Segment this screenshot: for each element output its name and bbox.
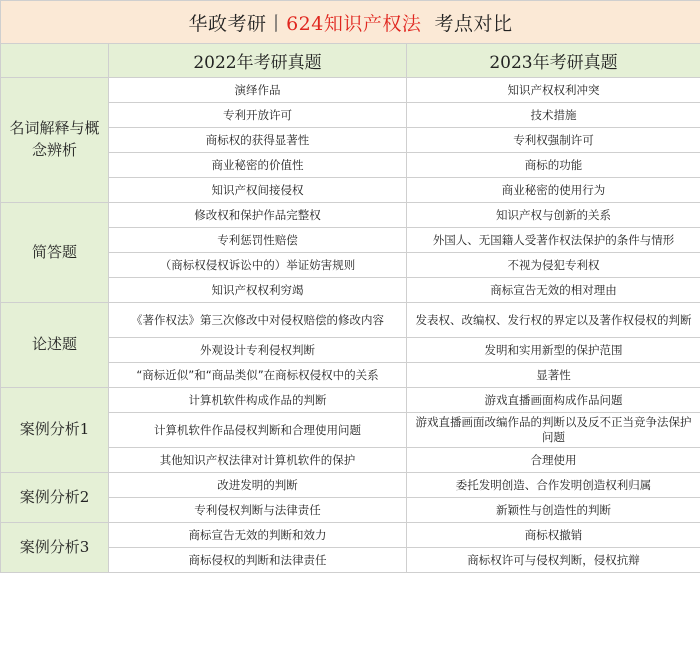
topic-2023: 发表权、改编权、发行权的界定以及著作权侵权的判断 <box>407 303 700 338</box>
topic-2023: 知识产权与创新的关系 <box>407 203 700 228</box>
category-cell: 论述题 <box>1 303 109 388</box>
topic-2022: 商标权的获得显著性 <box>109 128 407 153</box>
title-row <box>1 1 700 44</box>
topic-2022: 专利开放许可 <box>109 103 407 128</box>
topic-2023: 委托发明创造、合作发明创造权利归属 <box>407 473 700 498</box>
topic-2022: 计算机软件构成作品的判断 <box>109 388 407 413</box>
table-row <box>1 473 700 498</box>
topic-2022: 其他知识产权法律对计算机软件的保护 <box>109 448 407 473</box>
topic-2023: 商标的功能 <box>407 153 700 178</box>
topic-2022: 专利惩罚性赔偿 <box>109 228 407 253</box>
topic-2023: 游戏直播画面构成作品问题 <box>407 388 700 413</box>
header-2023: 2023年考研真题 <box>407 44 700 78</box>
topic-2022: 《著作权法》第三次修改中对侵权赔偿的修改内容 <box>109 303 407 338</box>
title-separator: 丨 <box>266 12 287 35</box>
table-row <box>1 303 700 338</box>
topic-2023: 专利权强制许可 <box>407 128 700 153</box>
topic-2023: 发明和实用新型的保护范围 <box>407 338 700 363</box>
topic-2023: 不视为侵犯专利权 <box>407 253 700 278</box>
topic-2022: （商标权侵权诉讼中的）举证妨害规则 <box>109 253 407 278</box>
topic-2023: 商标权撤销 <box>407 523 700 548</box>
category-cell: 案例分析3 <box>1 523 109 573</box>
table-row <box>1 203 700 228</box>
topic-2022: 知识产权权利穷竭 <box>109 278 407 303</box>
table-row <box>1 78 700 103</box>
topic-2023: 技术措施 <box>407 103 700 128</box>
topic-2022: “商标近似”和“商品类似”在商标权侵权中的关系 <box>109 363 407 388</box>
table-row <box>1 523 700 548</box>
topic-2022: 演绎作品 <box>109 78 407 103</box>
page-title <box>1 1 700 44</box>
topic-2023: 商业秘密的使用行为 <box>407 178 700 203</box>
header-2022: 2022年考研真题 <box>109 44 407 78</box>
topic-2022: 商标宣告无效的判断和效力 <box>109 523 407 548</box>
header-row <box>1 44 700 78</box>
title-highlight: 624知识产权法 <box>286 12 422 35</box>
topic-2023: 游戏直播画面改编作品的判断以及反不正当竞争法保护问题 <box>407 413 700 448</box>
topic-2023: 合理使用 <box>407 448 700 473</box>
topic-2022: 外观设计专利侵权判断 <box>109 338 407 363</box>
topic-2022: 计算机软件作品侵权判断和合理使用问题 <box>109 413 407 448</box>
category-cell: 案例分析1 <box>1 388 109 473</box>
title-prefix: 华政考研 <box>188 12 267 35</box>
topic-2023: 新颖性与创造性的判断 <box>407 498 700 523</box>
topic-2022: 修改权和保护作品完整权 <box>109 203 407 228</box>
topic-2023: 知识产权权利冲突 <box>407 78 700 103</box>
category-cell: 简答题 <box>1 203 109 303</box>
topic-2022: 改进发明的判断 <box>109 473 407 498</box>
topic-2023: 商标宣告无效的相对理由 <box>407 278 700 303</box>
table-row <box>1 388 700 413</box>
topic-2023: 外国人、无国籍人受著作权法保护的条件与情形 <box>407 228 700 253</box>
topic-2022: 商业秘密的价值性 <box>109 153 407 178</box>
topic-2022: 知识产权间接侵权 <box>109 178 407 203</box>
header-blank <box>1 44 109 78</box>
category-cell: 案例分析2 <box>1 473 109 523</box>
topic-2023: 显著性 <box>407 363 700 388</box>
title-suffix: 考点对比 <box>434 12 513 35</box>
topic-2022: 商标侵权的判断和法律责任 <box>109 548 407 573</box>
topic-2023: 商标权许可与侵权判断，侵权抗辩 <box>407 548 700 573</box>
topic-2022: 专利侵权判断与法律责任 <box>109 498 407 523</box>
category-cell: 名词解释与概念辨析 <box>1 78 109 203</box>
